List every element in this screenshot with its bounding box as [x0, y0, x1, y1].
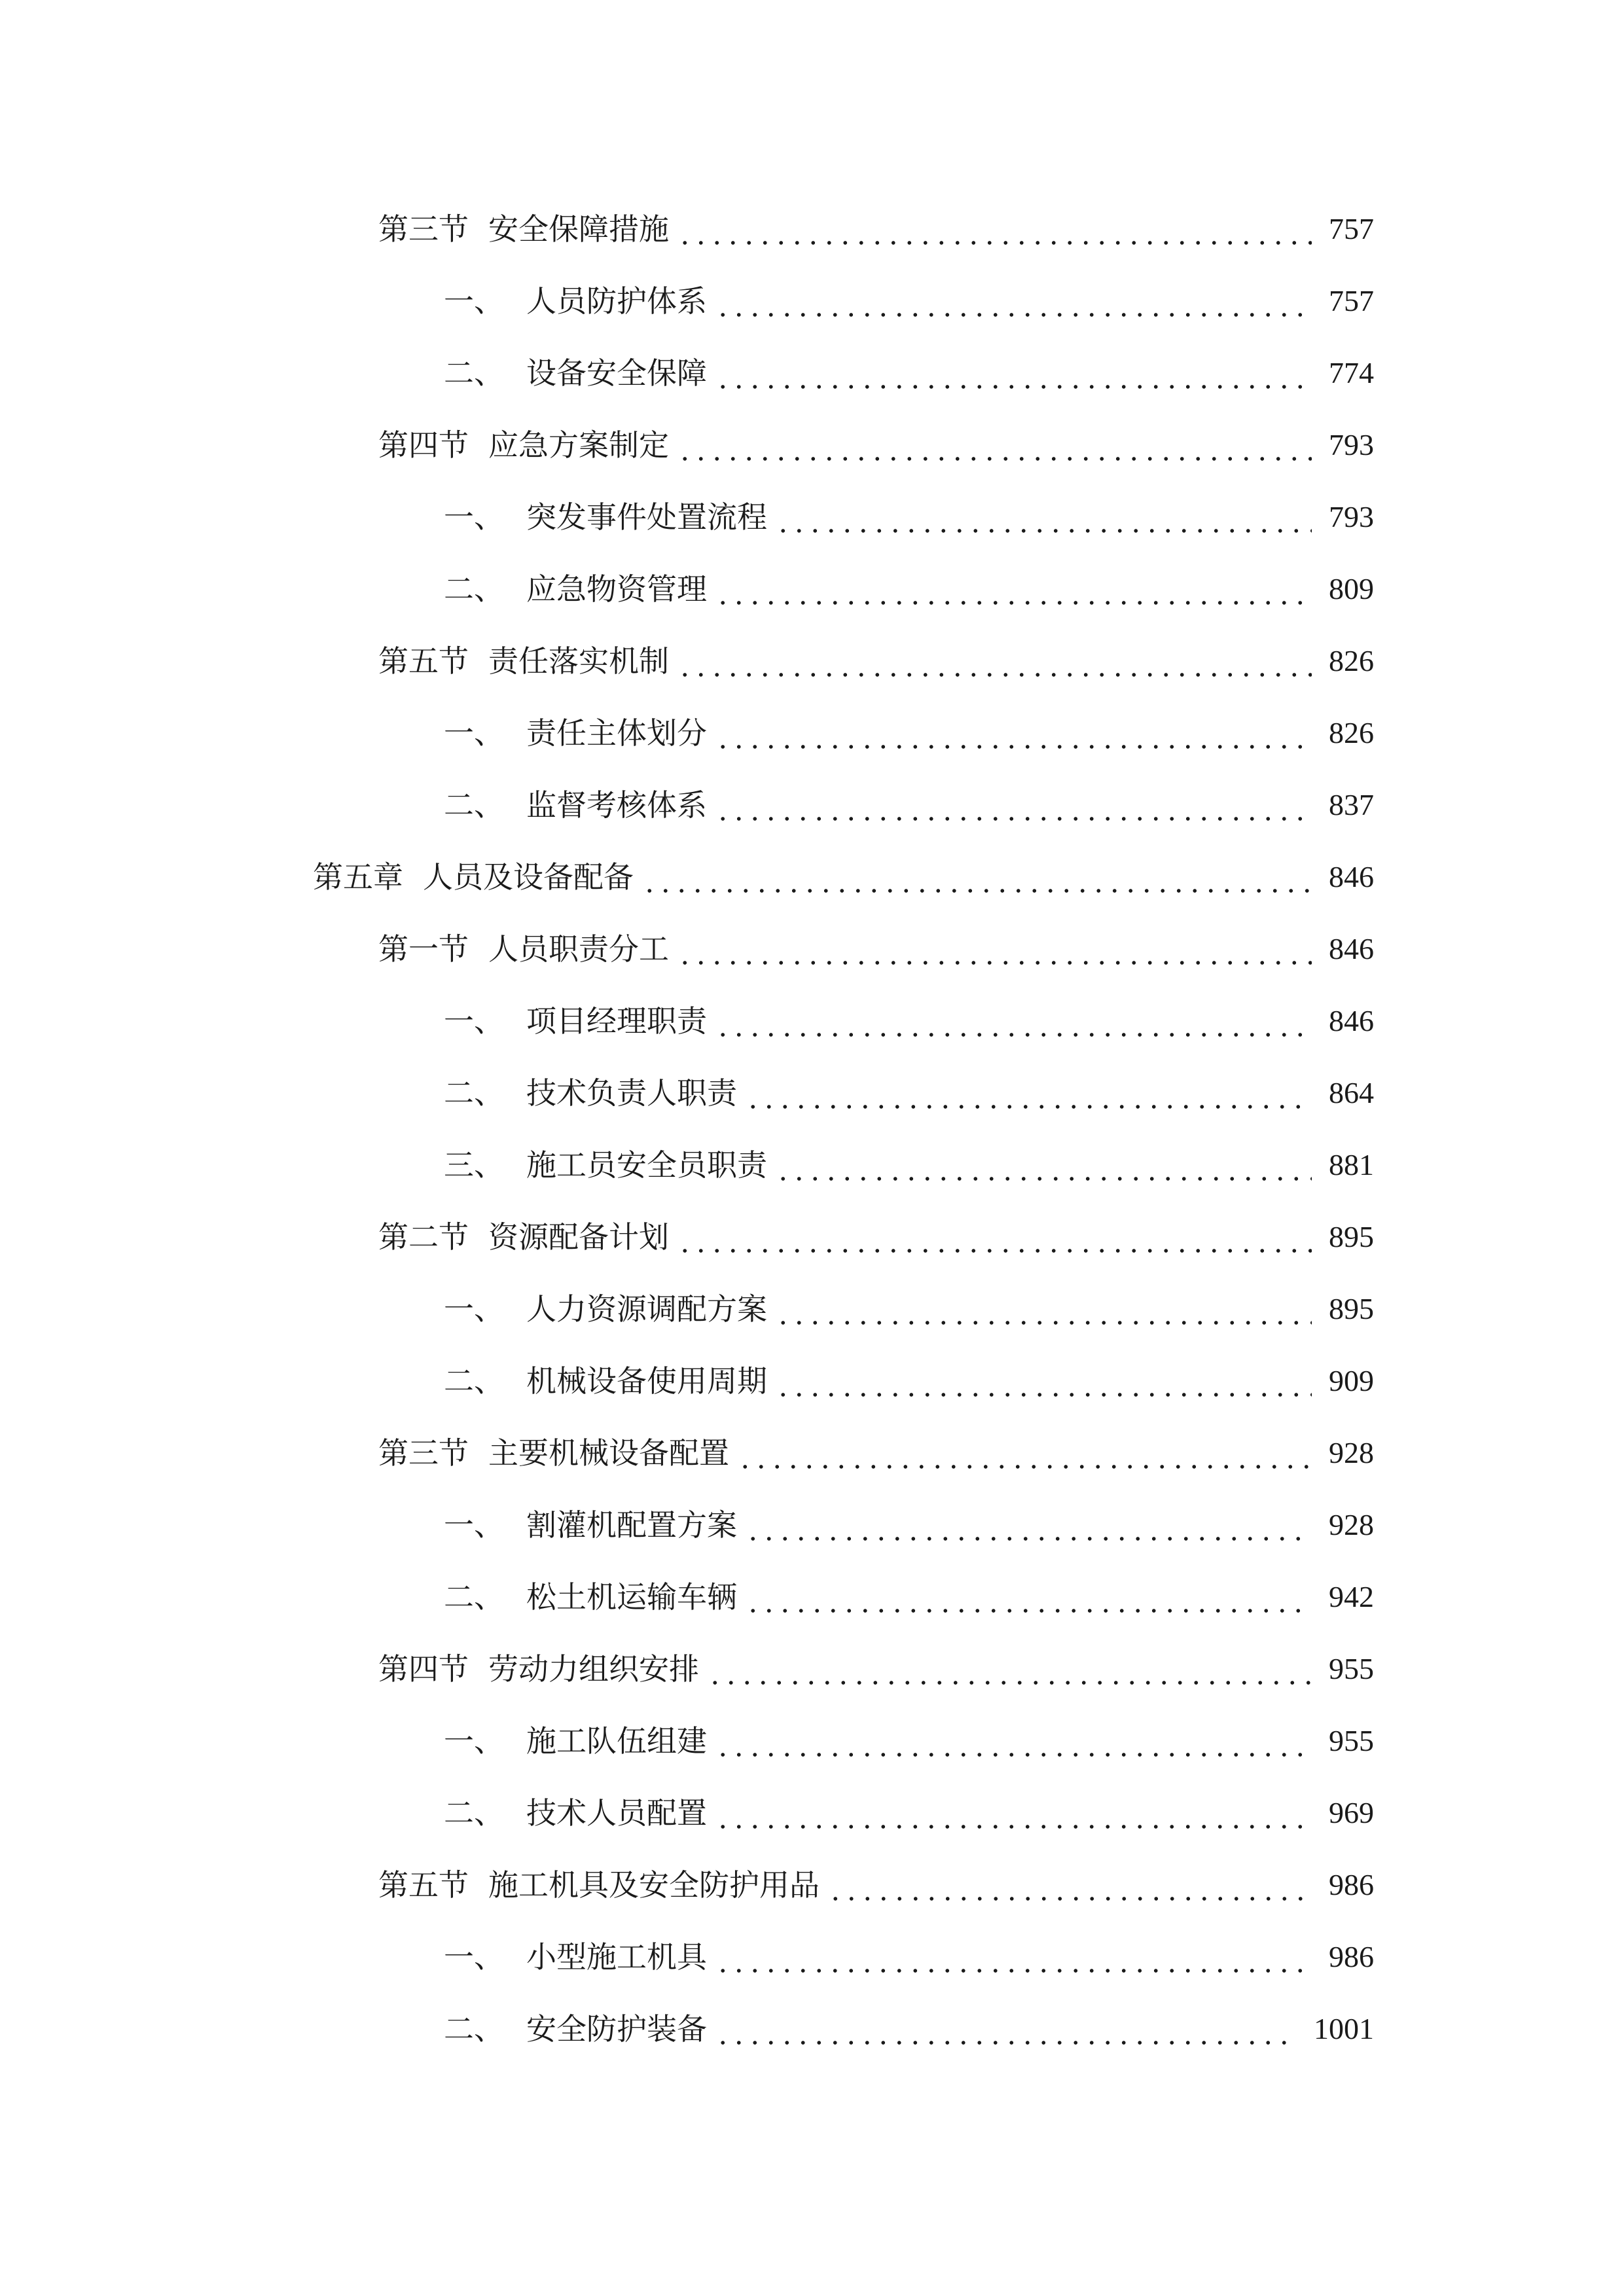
dot-leader — [775, 1368, 1312, 1398]
toc-entry-page-number: 826 — [1329, 644, 1374, 677]
toc-entry-number: 三、 — [444, 1147, 504, 1183]
toc-entry-number: 二、 — [444, 1795, 504, 1831]
toc-entry-number: 二、 — [444, 2011, 504, 2047]
toc-entry[interactable] — [444, 1355, 1374, 1407]
dot-leader — [715, 360, 1312, 390]
toc-entry-number: 一、 — [444, 1723, 504, 1759]
dot-leader — [737, 1440, 1312, 1470]
dot-leader — [677, 432, 1312, 462]
toc-entry[interactable] — [444, 1067, 1374, 1119]
toc-entry-page-number: 809 — [1329, 572, 1374, 605]
toc-entry-page-number: 864 — [1329, 1076, 1374, 1109]
toc-entry-title: 主要机械设备配置 — [488, 1435, 729, 1471]
toc-entry-title: 设备安全保障 — [526, 355, 707, 391]
dot-leader — [775, 504, 1312, 534]
toc-entry-number: 一、 — [444, 1939, 504, 1975]
dot-leader — [715, 576, 1312, 606]
dot-leader — [715, 1728, 1312, 1758]
dot-leader — [715, 288, 1312, 318]
toc-entry-label — [313, 851, 634, 903]
toc-entry-title: 施工队伍组建 — [526, 1723, 707, 1759]
toc-entry-label — [378, 1427, 729, 1479]
toc-entry-number: 第三节 — [378, 1435, 469, 1471]
dot-leader — [715, 720, 1312, 750]
toc-entry[interactable] — [378, 1427, 1374, 1479]
toc-entry-page-number: 826 — [1329, 716, 1374, 749]
dot-leader — [677, 648, 1312, 678]
toc-entry-label — [444, 1067, 737, 1119]
toc-entry-title: 监督考核体系 — [526, 787, 707, 823]
toc-entry[interactable] — [378, 203, 1374, 255]
toc-entry[interactable] — [444, 347, 1374, 399]
toc-entry-number: 第一节 — [378, 931, 469, 967]
toc-entry-title: 责任主体划分 — [526, 715, 707, 751]
toc-entry-number: 第五节 — [378, 1867, 469, 1903]
toc-entry-label — [444, 1283, 767, 1335]
dot-leader — [745, 1080, 1312, 1110]
toc-entry-page-number: 846 — [1329, 1004, 1374, 1037]
toc-entry-title: 项目经理职责 — [526, 1003, 707, 1039]
toc-entry-title: 机械设备使用周期 — [526, 1363, 767, 1399]
toc-entry[interactable] — [444, 1931, 1374, 1983]
toc-entry[interactable] — [444, 1571, 1374, 1623]
toc-entry-label — [444, 995, 707, 1047]
toc-entry-label — [444, 1715, 707, 1767]
toc-entry-number: 二、 — [444, 1363, 504, 1399]
toc-entry-number: 第三节 — [378, 211, 469, 247]
toc-entry-title: 突发事件处置流程 — [526, 499, 767, 535]
toc-entry-label — [444, 347, 707, 399]
toc-entry[interactable] — [378, 1859, 1374, 1911]
toc-entry-page-number: 1001 — [1314, 2012, 1374, 2045]
toc-entry-page-number: 928 — [1329, 1436, 1374, 1469]
toc-entry-title: 施工员安全员职责 — [526, 1147, 767, 1183]
toc-entry-title: 应急物资管理 — [526, 571, 707, 607]
toc-entry-page-number: 955 — [1329, 1724, 1374, 1757]
dot-leader — [677, 1224, 1312, 1254]
toc-entry-number: 第四节 — [378, 1651, 469, 1687]
toc-entry-number: 一、 — [444, 499, 504, 535]
toc-entry-title: 劳动力组织安排 — [488, 1651, 699, 1687]
toc-entry-label — [444, 275, 707, 327]
toc-entry[interactable] — [444, 275, 1374, 327]
toc-entry-title: 人员及设备配备 — [423, 859, 634, 895]
toc-entry-label — [378, 419, 669, 471]
toc-entry-label — [444, 1139, 767, 1191]
toc-entry-label — [444, 707, 707, 759]
toc-entry-title: 应急方案制定 — [488, 427, 669, 463]
toc-entry-number: 二、 — [444, 787, 504, 823]
toc-entry-page-number: 846 — [1329, 932, 1374, 965]
toc-entry-label — [444, 2003, 707, 2055]
toc-entry-page-number: 928 — [1329, 1508, 1374, 1541]
toc-entry-label — [444, 1571, 737, 1623]
toc-entry-label — [444, 779, 707, 831]
dot-leader — [707, 1656, 1312, 1686]
toc-entry-label — [444, 491, 767, 543]
toc-entry[interactable] — [378, 1211, 1374, 1263]
dot-leader — [745, 1584, 1312, 1614]
toc-entry-page-number: 793 — [1329, 500, 1374, 533]
toc-entry-label — [444, 1355, 767, 1407]
toc-entry-number: 一、 — [444, 1507, 504, 1543]
toc-entry[interactable] — [444, 1283, 1374, 1335]
toc-entry-number: 第五章 — [313, 859, 403, 895]
toc-entry-page-number: 942 — [1329, 1580, 1374, 1613]
toc-entry-number: 一、 — [444, 1291, 504, 1327]
toc-entry-page-number: 895 — [1329, 1220, 1374, 1253]
toc-entry-page-number: 969 — [1329, 1796, 1374, 1829]
toc-entry[interactable] — [378, 419, 1374, 471]
toc-entry-page-number: 757 — [1329, 284, 1374, 317]
dot-leader — [715, 1944, 1312, 1974]
toc-entry-page-number: 881 — [1329, 1148, 1374, 1181]
toc-entry-title: 人力资源调配方案 — [526, 1291, 767, 1327]
toc-entry[interactable] — [444, 779, 1374, 831]
toc-entry-title: 人员职责分工 — [488, 931, 669, 967]
dot-leader — [677, 936, 1312, 966]
toc-entry-page-number: 986 — [1329, 1940, 1374, 1973]
dot-leader — [677, 216, 1312, 246]
toc-entry[interactable] — [444, 1787, 1374, 1839]
toc-entry-title: 资源配备计划 — [488, 1219, 669, 1255]
toc-entry-page-number: 793 — [1329, 428, 1374, 461]
toc-entry-label — [378, 1859, 820, 1911]
toc-entry[interactable] — [444, 995, 1374, 1047]
toc-entry[interactable] — [444, 2003, 1374, 2055]
toc-entry-number: 第四节 — [378, 427, 469, 463]
toc-entry-label — [444, 1931, 707, 1983]
toc-entry-page-number: 757 — [1329, 212, 1374, 245]
toc-entry-title: 人员防护体系 — [526, 283, 707, 319]
dot-leader — [745, 1512, 1312, 1542]
toc-entry-page-number: 895 — [1329, 1292, 1374, 1325]
toc-entry-label — [378, 923, 669, 975]
toc-entry-label — [444, 1499, 737, 1551]
toc-entry[interactable] — [444, 1499, 1374, 1551]
toc-entry-title: 责任落实机制 — [488, 643, 669, 679]
dot-leader — [775, 1296, 1312, 1326]
toc-entry-title: 施工机具及安全防护用品 — [488, 1867, 820, 1903]
dot-leader — [827, 1872, 1312, 1902]
toc-entry[interactable] — [444, 707, 1374, 759]
toc-entry-page-number: 837 — [1329, 788, 1374, 821]
dot-leader — [641, 864, 1312, 894]
toc-entry-number: 一、 — [444, 1003, 504, 1039]
toc-entry-number: 二、 — [444, 571, 504, 607]
toc-entry[interactable] — [444, 491, 1374, 543]
toc-entry-title: 松土机运输车辆 — [526, 1579, 737, 1615]
toc-entry-label — [444, 1787, 707, 1839]
toc-entry-number: 一、 — [444, 715, 504, 751]
toc-entry-number: 二、 — [444, 355, 504, 391]
toc-entry[interactable] — [444, 563, 1374, 615]
toc-entry-page-number: 986 — [1329, 1868, 1374, 1901]
toc-entry-page-number: 774 — [1329, 356, 1374, 389]
dot-leader — [775, 1152, 1312, 1182]
toc-entry[interactable] — [313, 851, 1374, 903]
toc-entry-title: 安全保障措施 — [488, 211, 669, 247]
toc-entry-page-number: 909 — [1329, 1364, 1374, 1397]
dot-leader — [715, 1800, 1312, 1830]
toc-entry-label — [378, 203, 669, 255]
toc-entry-number: 二、 — [444, 1075, 504, 1111]
toc-entry-title: 安全防护装备 — [526, 2011, 707, 2047]
toc-entry[interactable] — [378, 923, 1374, 975]
toc-entry-page-number: 846 — [1329, 860, 1374, 893]
toc-entry[interactable] — [378, 635, 1374, 687]
dot-leader — [715, 1008, 1312, 1038]
toc-entry-label — [378, 1643, 699, 1695]
toc-entry-number: 一、 — [444, 283, 504, 319]
toc-entry[interactable] — [444, 1139, 1374, 1191]
toc-entry-number: 二、 — [444, 1579, 504, 1615]
toc-entry-title: 技术负责人职责 — [526, 1075, 737, 1111]
toc-entry[interactable] — [444, 1715, 1374, 1767]
toc-entry-label — [444, 563, 707, 615]
toc-entry[interactable] — [378, 1643, 1374, 1695]
toc-entry-number: 第二节 — [378, 1219, 469, 1255]
toc-entry-number: 第五节 — [378, 643, 469, 679]
dot-leader — [715, 2016, 1297, 2046]
toc-entry-title: 技术人员配置 — [526, 1795, 707, 1831]
toc-entry-label — [378, 1211, 669, 1263]
toc-entry-label — [378, 635, 669, 687]
toc-entry-title: 割灌机配置方案 — [526, 1507, 737, 1543]
toc-entry-page-number: 955 — [1329, 1652, 1374, 1685]
dot-leader — [715, 792, 1312, 822]
toc-entry-title: 小型施工机具 — [526, 1939, 707, 1975]
